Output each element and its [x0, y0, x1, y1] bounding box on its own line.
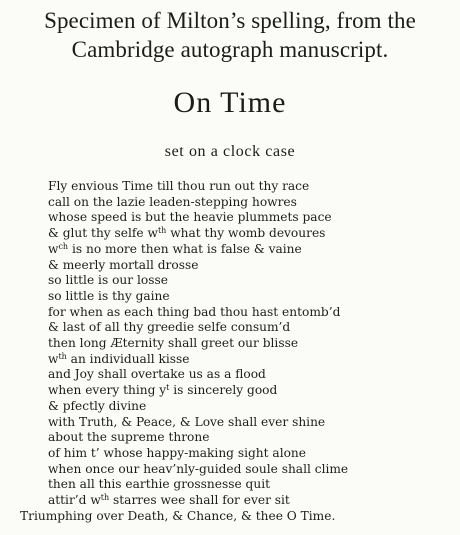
- poem-line: [20, 383, 450, 399]
- superscript-abbreviation: th: [100, 493, 110, 503]
- poem-line: so little is our losse: [48, 273, 168, 288]
- poem-line: & last of all thy greedie selfe consum’d: [48, 320, 291, 335]
- poem-line-text: & glut thy selfe w: [48, 226, 158, 241]
- poem-line-text: what thy womb devoures: [166, 226, 326, 241]
- poem-line-text: attir’d w: [48, 493, 101, 508]
- poem-line-text: when every thing y: [48, 383, 167, 398]
- superscript-abbreviation: t: [166, 383, 170, 393]
- poem-line: for when as each thing bad thou hast entomb’d: [48, 304, 341, 319]
- poem-line: and Joy shall overtake us as a flood: [48, 367, 266, 382]
- poem-line: when once our heav’nly-guided soule shall clime: [48, 461, 349, 476]
- poem-line-text: is sincerely good: [169, 383, 278, 398]
- poem-subtitle: set on a clock case: [164, 143, 296, 160]
- poem-line: of him t’ whose happy-making sight alone: [48, 445, 306, 460]
- superscript-abbreviation: th: [58, 351, 67, 361]
- poem-line: & pfectly divine: [48, 398, 147, 413]
- poem-title: On Time: [173, 86, 287, 119]
- superscript-abbreviation: th: [157, 226, 167, 236]
- poem-line: [20, 226, 450, 242]
- heading-line-1: Specimen of Milton’s spelling, from the: [44, 8, 416, 33]
- poem-line: Triumphing over Death, & Chance, & thee O Time.: [20, 508, 336, 523]
- poem-line-text: starres wee shall for ever sit: [109, 493, 290, 508]
- poem-line: [20, 242, 450, 258]
- poem-line: so little is thy gaine: [48, 288, 170, 303]
- poem-line: about the supreme throne: [48, 430, 210, 445]
- superscript-abbreviation: ch: [58, 241, 69, 251]
- poem-line: then all this earthie grossnesse quit: [48, 477, 271, 492]
- poem-body: [20, 179, 450, 524]
- heading-line-2: Cambridge autograph manuscript.: [71, 37, 389, 62]
- poem-line: & meerly mortall drosse: [48, 257, 199, 272]
- poem-line: [20, 352, 450, 368]
- poem-line-text: is no more then what is false & vaine: [68, 241, 302, 256]
- poem-line: whose speed is but the heavie plummets pace: [48, 210, 332, 225]
- poem-line: [20, 493, 450, 509]
- poem-line: then long Æternity shall greet our blisse: [48, 336, 299, 351]
- poem-line: call on the lazie leaden-stepping howres: [48, 194, 297, 209]
- poem-line: Fly envious Time till thou run out thy race: [48, 179, 310, 193]
- poem-line-text: an individuall kisse: [66, 351, 190, 366]
- poem-line-text: w: [48, 351, 59, 366]
- poem-line-text: w: [48, 241, 59, 256]
- specimen-heading: [0, 6, 460, 64]
- poem-line: with Truth, & Peace, & Love shall ever shine: [48, 414, 326, 429]
